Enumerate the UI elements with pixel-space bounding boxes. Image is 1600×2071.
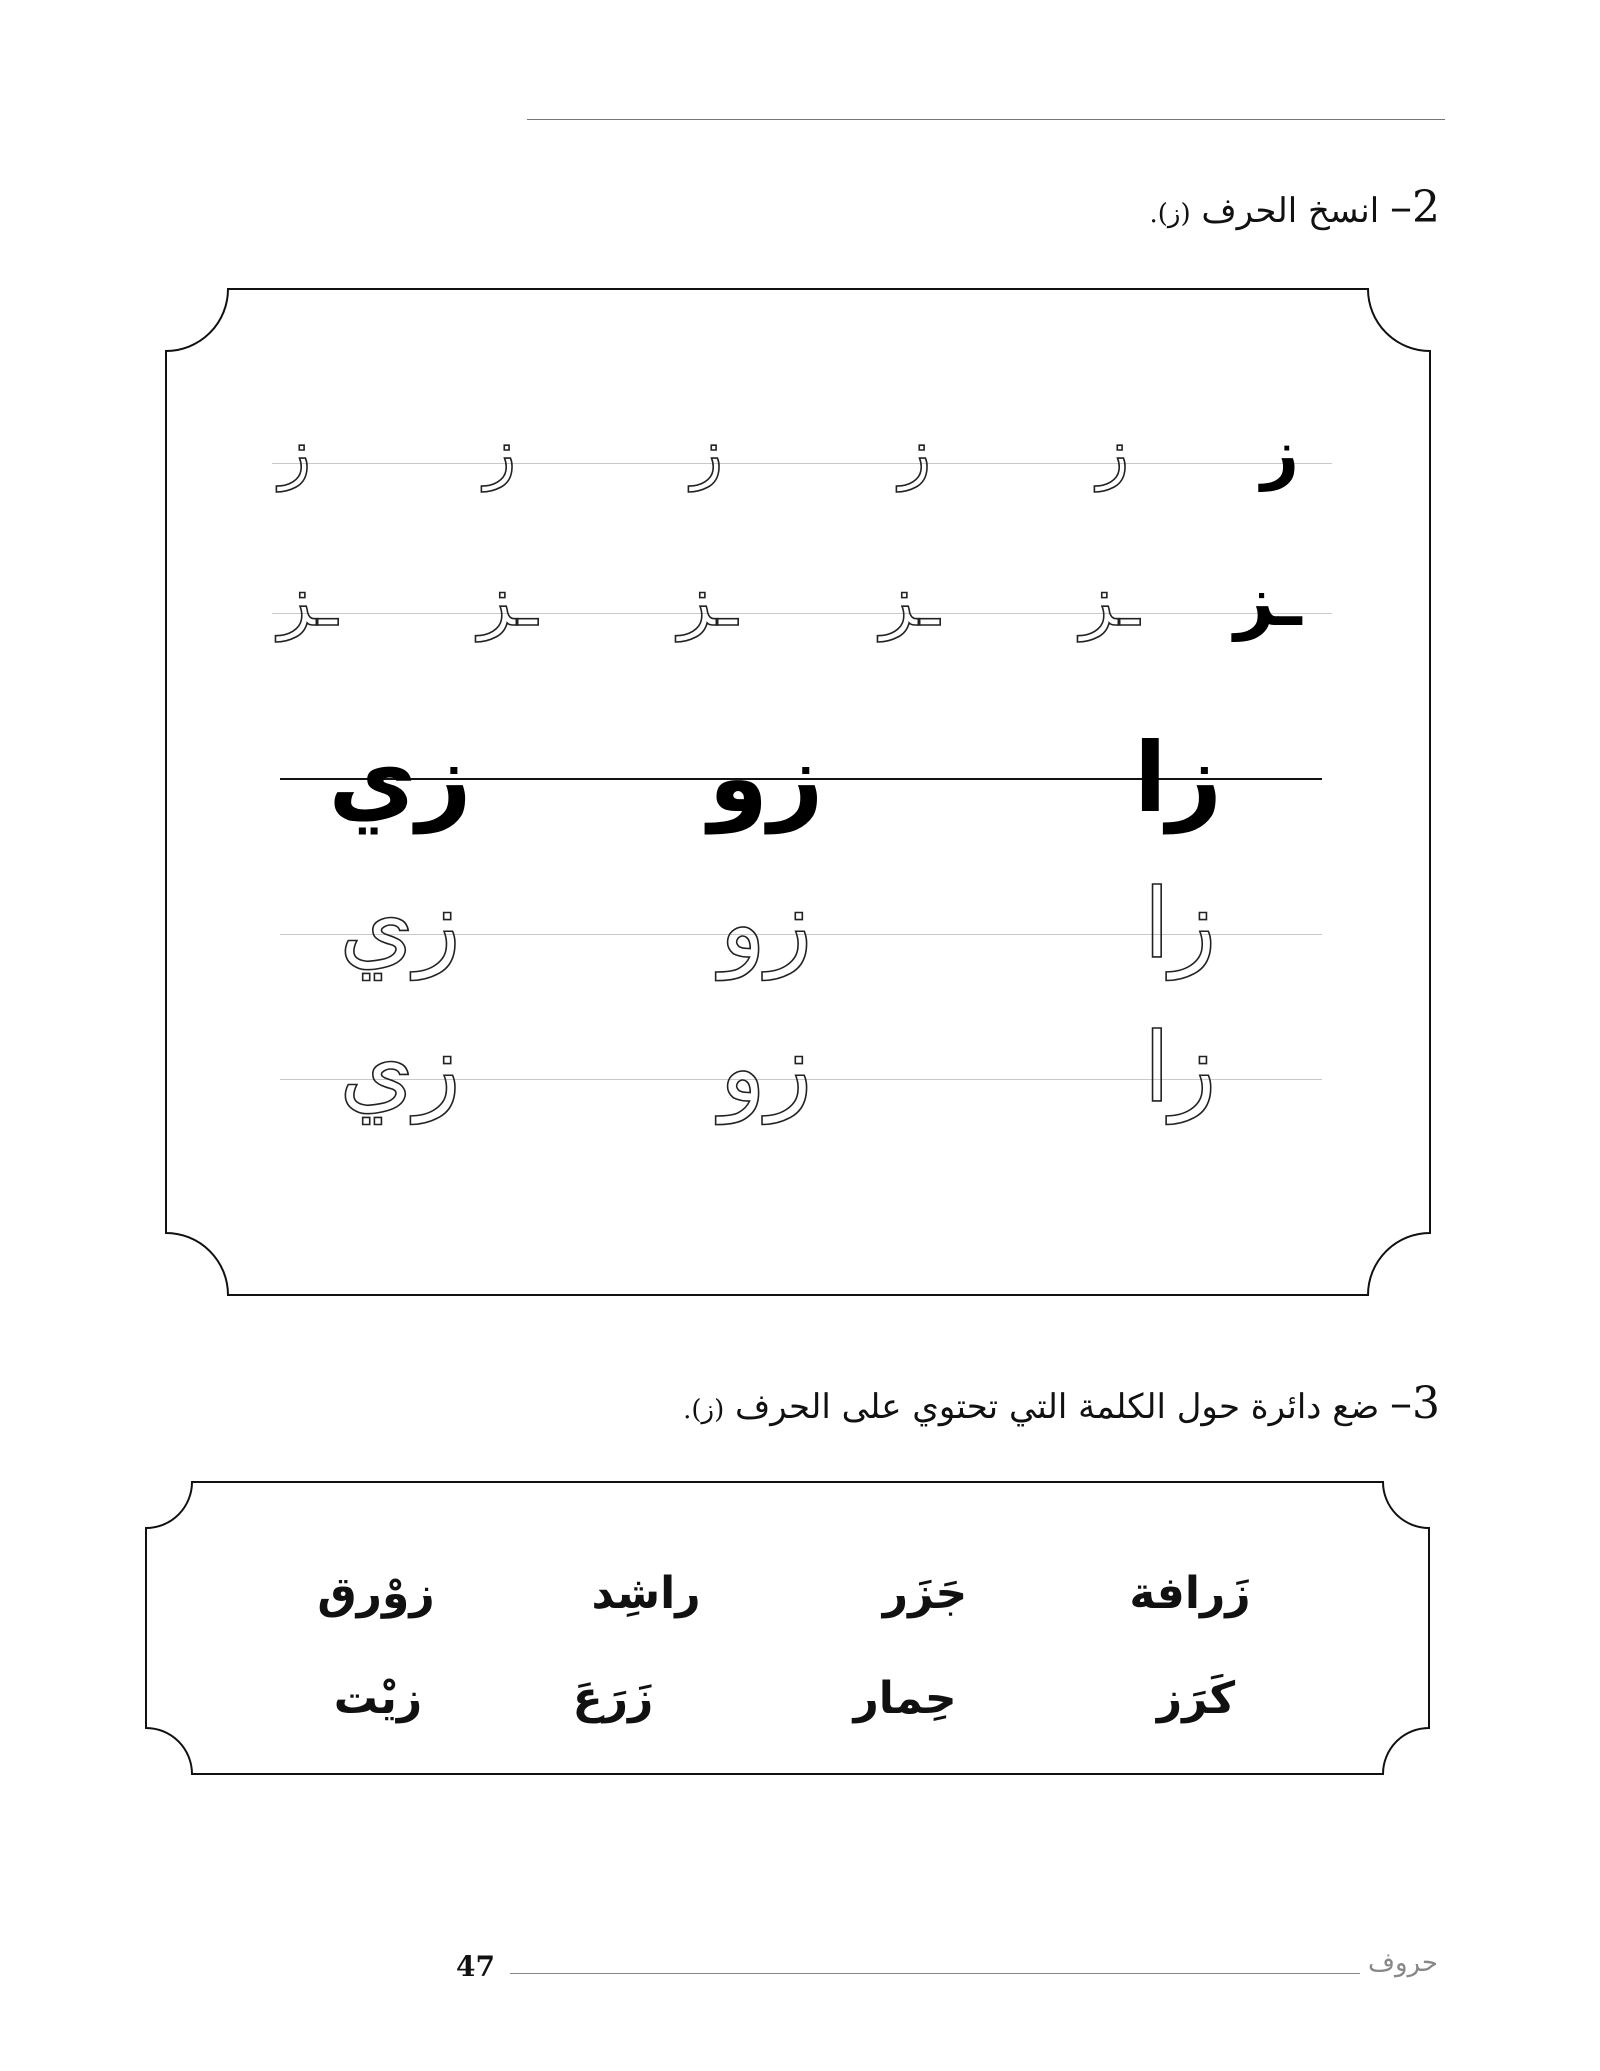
trace-letter-final[interactable]: ـز bbox=[1080, 560, 1140, 642]
guide-line bbox=[272, 613, 1332, 614]
exercise-3-number: 3– bbox=[1390, 1378, 1440, 1429]
trace-letter[interactable]: ز bbox=[1097, 415, 1129, 492]
trace-letter-final[interactable]: ـز bbox=[278, 560, 338, 642]
trace-letter-final[interactable]: ـز bbox=[678, 560, 738, 642]
word-choice[interactable]: راشِد bbox=[591, 1568, 701, 1619]
trace-syllable[interactable]: زو bbox=[719, 1012, 813, 1124]
trace-syllable[interactable]: زو bbox=[719, 868, 813, 980]
word-choice[interactable]: زَرافة bbox=[1129, 1568, 1251, 1619]
trace-letter[interactable]: ز bbox=[899, 415, 931, 492]
model-syllable: زا bbox=[1133, 722, 1223, 834]
word-choice[interactable]: كَرَز bbox=[1156, 1673, 1236, 1724]
exercise-3-frame bbox=[146, 1482, 1429, 1774]
trace-letter-final[interactable]: ـز bbox=[880, 560, 940, 642]
word-choice[interactable]: زَرَعَ bbox=[572, 1673, 654, 1724]
exercise-3-instruction: ضع دائرة حول الكلمة التي تحتوي على الحرف bbox=[735, 1387, 1380, 1427]
exercise-3-letter: (ز). bbox=[683, 1395, 725, 1425]
trace-letter[interactable]: ز bbox=[691, 415, 723, 492]
book-title: حروف bbox=[1368, 1948, 1438, 1978]
page-number: 47 bbox=[456, 1950, 495, 1983]
trace-syllable[interactable]: زي bbox=[339, 1012, 461, 1124]
exercise-2-letter: (ز). bbox=[1149, 199, 1191, 229]
trace-letter-final[interactable]: ـز bbox=[478, 560, 538, 642]
trace-letter[interactable]: ز bbox=[484, 415, 516, 492]
word-choice[interactable]: حِمار bbox=[853, 1673, 957, 1724]
model-letter-final: ـز bbox=[1234, 560, 1302, 642]
word-choice[interactable]: زوْرق bbox=[317, 1568, 435, 1619]
trace-syllable[interactable]: زي bbox=[339, 868, 461, 980]
exercise-3-heading bbox=[683, 1378, 1440, 1429]
model-syllable: زو bbox=[708, 722, 824, 834]
exercise-2-instruction: انسخ الحرف bbox=[1201, 191, 1380, 231]
model-letter: ز bbox=[1261, 415, 1299, 492]
word-choice[interactable]: جَزَر bbox=[882, 1568, 968, 1619]
footer-divider bbox=[510, 1973, 1360, 1974]
trace-syllable[interactable]: زا bbox=[1143, 1012, 1217, 1124]
guide-line bbox=[272, 463, 1332, 464]
word-choice[interactable]: زيْت bbox=[333, 1673, 423, 1724]
trace-syllable[interactable]: زا bbox=[1143, 868, 1217, 980]
model-syllable: زي bbox=[328, 722, 472, 834]
exercise-2-number: 2– bbox=[1390, 182, 1440, 233]
trace-letter[interactable]: ز bbox=[279, 415, 311, 492]
